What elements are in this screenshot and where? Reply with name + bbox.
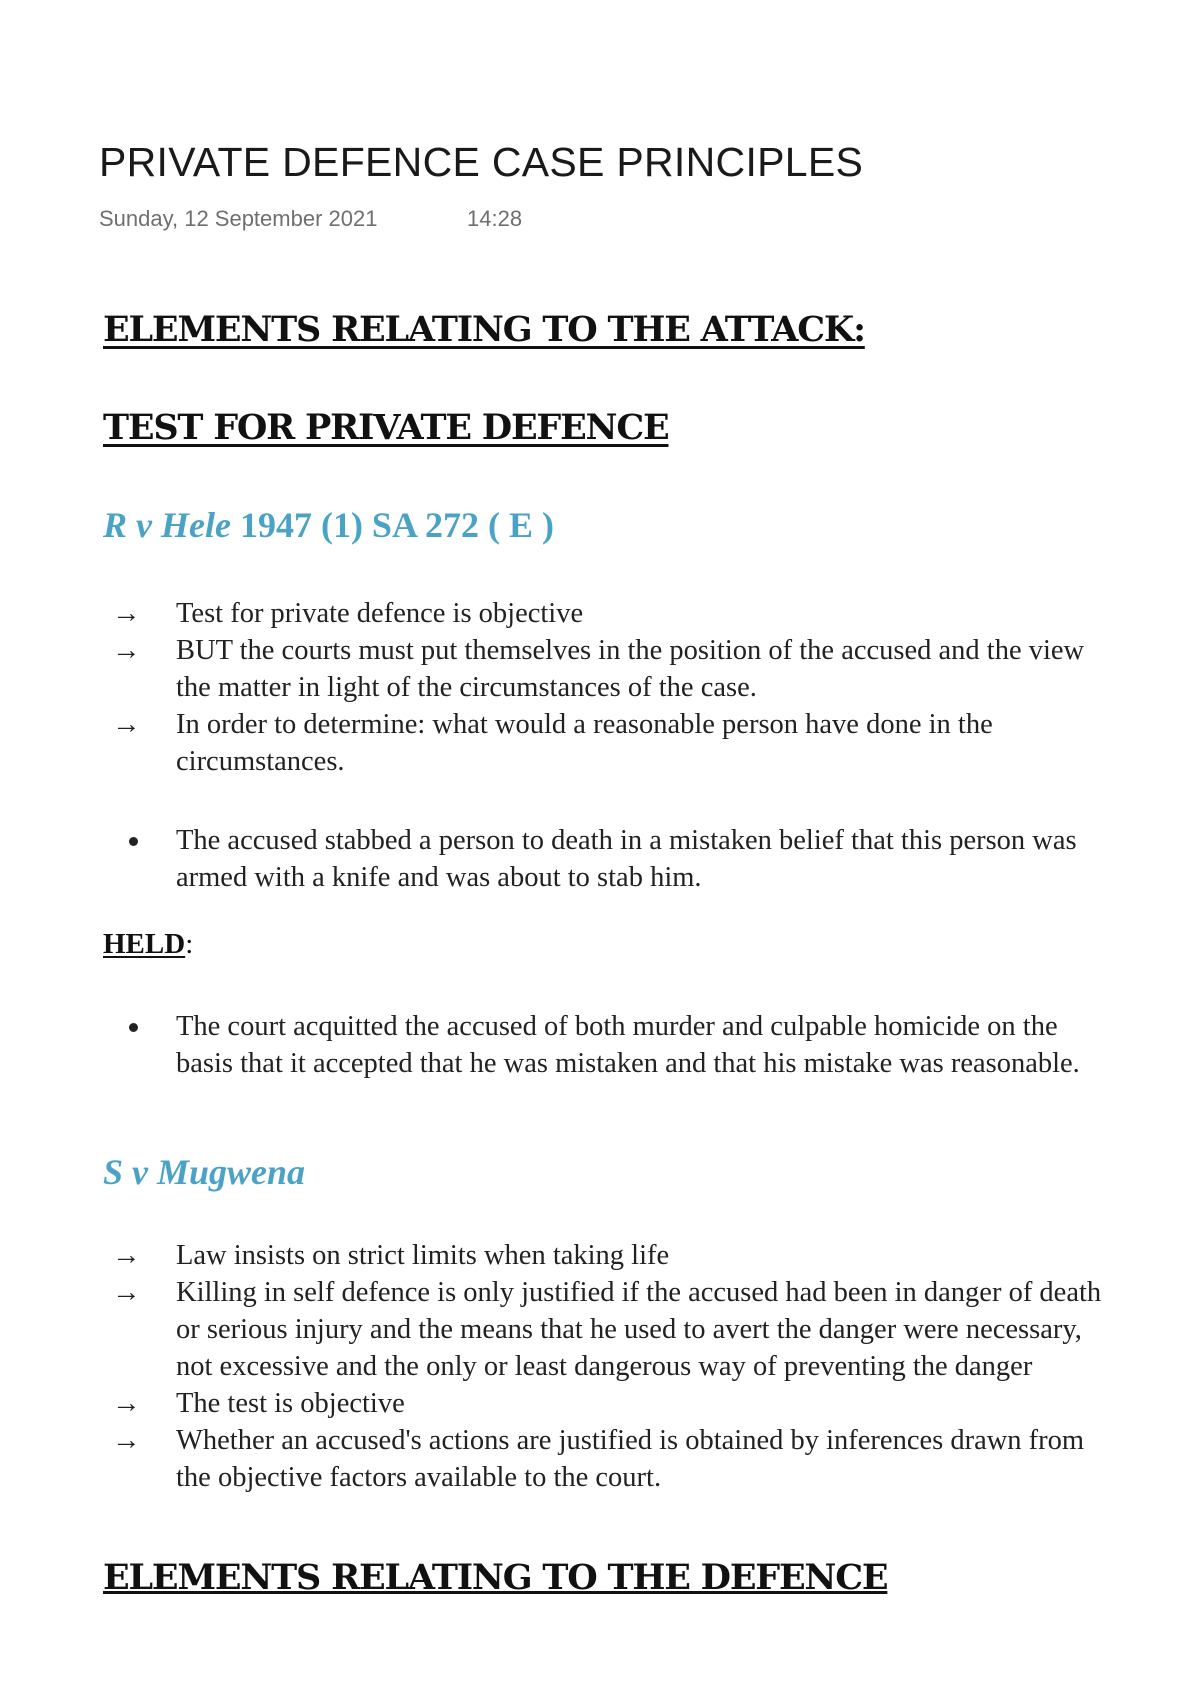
list-item xyxy=(0,1237,1200,1274)
cut-off-heading-text: ELEMENTS RELATING TO THE DEFENCE xyxy=(103,1557,888,1598)
page-date: Sunday, 12 September 2021 xyxy=(99,206,378,231)
case-heading-mugwena xyxy=(103,1150,305,1194)
case-citation-hele: 1947 (1) SA 272 ( E ) xyxy=(230,505,554,545)
case-heading-hele xyxy=(103,503,554,547)
held-label-text: HELD xyxy=(103,928,186,960)
list-item xyxy=(0,1008,1200,1082)
case-name-mugwena: S v Mugwena xyxy=(103,1152,306,1192)
cut-off-heading xyxy=(103,1557,888,1598)
list-item-text: In order to determine: what would a reasonable person have done in the circumstances. xyxy=(176,709,993,777)
arrow-icon: → xyxy=(112,598,141,629)
hele-facts-list xyxy=(0,822,1200,896)
arrow-icon: → xyxy=(112,1388,141,1419)
mugwena-principles-list xyxy=(0,1237,1200,1496)
list-item-text: BUT the courts must put themselves in the position of the accused and the view the matter in light of the circumstances of the case. xyxy=(176,635,1085,703)
arrow-icon: → xyxy=(112,709,141,740)
bullet-icon xyxy=(129,1023,138,1032)
list-item xyxy=(0,595,1200,632)
list-item xyxy=(0,1422,1200,1496)
list-item xyxy=(0,706,1200,780)
list-item-text: Law insists on strict limits when taking life xyxy=(176,1240,670,1271)
list-item-text: The court acquitted the accused of both murder and culpable homicide on the basis that it accepted that he was mistaken and that his mistake was reasonable. xyxy=(176,1011,1080,1079)
arrow-icon: → xyxy=(112,1425,141,1456)
heading-elements-attack: ELEMENTS RELATING TO THE ATTACK: xyxy=(103,309,865,350)
heading-test-private-defence: TEST FOR PRIVATE DEFENCE xyxy=(103,407,669,448)
list-item-text: Whether an accused's actions are justified is obtained by inferences drawn from the objective factors available to the court. xyxy=(176,1425,1085,1493)
hele-principles-list xyxy=(0,595,1200,780)
list-item xyxy=(0,632,1200,706)
arrow-icon: → xyxy=(112,1240,141,1271)
page-title: PRIVATE DEFENCE CASE PRINCIPLES xyxy=(99,139,864,185)
list-item xyxy=(0,822,1200,896)
list-item xyxy=(0,1274,1200,1385)
list-item xyxy=(0,1385,1200,1422)
bullet-icon xyxy=(129,837,138,846)
list-item-text: Test for private defence is objective xyxy=(176,598,584,629)
hele-held-list xyxy=(0,1008,1200,1082)
case-name-hele: R v Hele xyxy=(103,505,231,545)
arrow-icon: → xyxy=(112,635,141,666)
list-item-text: Killing in self defence is only justified if the accused had been in danger of death or serious injury and the means that he used to avert the danger were necessary, not excessive and the only or least dangerous way of preventing the danger xyxy=(176,1277,1102,1382)
held-label-colon: : xyxy=(185,928,194,960)
page-time: 14:28 xyxy=(467,206,523,231)
arrow-icon: → xyxy=(112,1277,141,1308)
list-item-text: The accused stabbed a person to death in a mistaken belief that this person was armed with a knife and was about to stab him. xyxy=(176,825,1077,893)
held-label xyxy=(103,925,193,963)
list-item-text: The test is objective xyxy=(176,1388,405,1419)
